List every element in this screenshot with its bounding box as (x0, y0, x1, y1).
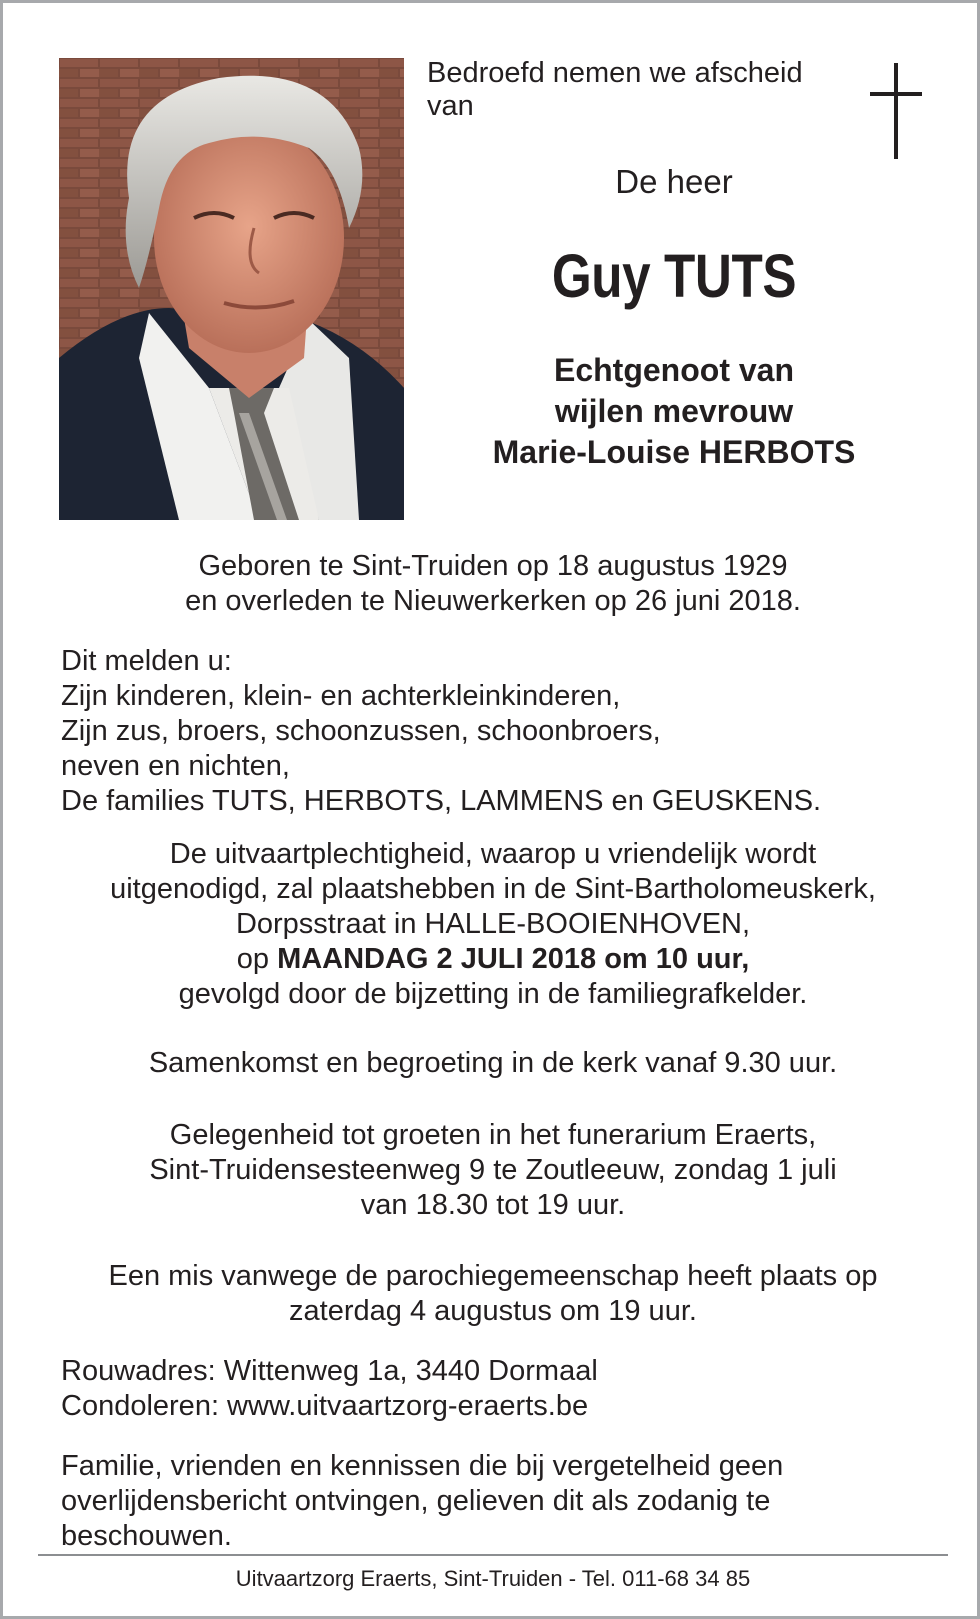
born-line-2: en overleden te Nieuwerkerken op 26 juni 2018. (185, 585, 801, 617)
greeting-line-3: van 18.30 tot 19 uur. (360, 1189, 626, 1221)
portrait-photo (59, 58, 404, 520)
announce-line: Zijn kinderen, klein- en achterkleinkinderen, (61, 680, 621, 712)
portrait-icon (59, 58, 404, 520)
cross-icon (866, 63, 926, 159)
announcers-list (61, 644, 941, 819)
deceased-name: Guy TUTS (551, 242, 797, 310)
spouse-line-1: Echtgenoot van (553, 352, 794, 388)
ceremony-line-4 (43, 942, 943, 977)
greeting-line-2: Sint-Truidensesteenweg 9 te Zoutleeuw, zondag 1 juli (149, 1154, 837, 1186)
greeting-line-1: Gelegenheid tot groeten in het funerarium Eraerts, (169, 1119, 817, 1151)
intro-line-1: Bedroefd nemen we afscheid (427, 57, 803, 89)
ceremony-date-prefix: op (236, 943, 278, 975)
spouse-line-2: wijlen mevrouw (554, 393, 794, 429)
funeral-ceremony-info (43, 837, 943, 1012)
notice-line-1: Familie, vrienden en kennissen die bij vergetelheid geen (61, 1450, 784, 1482)
announce-line: Dit melden u: (61, 645, 232, 677)
ceremony-date: MAANDAG 2 JULI 2018 om 10 uur, (277, 943, 750, 975)
notice-text (61, 1449, 941, 1554)
address-info (61, 1354, 941, 1424)
intro-text (427, 57, 857, 123)
ceremony-line-5: gevolgd door de bijzetting in de familiegrafkelder. (178, 978, 808, 1010)
honorific: De heer (615, 163, 733, 200)
birth-death-info (43, 549, 943, 619)
condolence-website: Condoleren: www.uitvaartzorg-eraerts.be (61, 1390, 589, 1422)
mass-info (43, 1259, 943, 1329)
funeral-home-footer: Uitvaartzorg Eraerts, Sint-Truiden - Tel. 011-68 34 85 (235, 1566, 751, 1591)
spouse-block (433, 350, 915, 473)
announce-line: De families TUTS, HERBOTS, LAMMENS en GEUSKENS. (61, 785, 822, 817)
mourning-address: Rouwadres: Wittenweg 1a, 3440 Dormaal (61, 1355, 598, 1387)
intro-line-2: van (427, 90, 474, 122)
announce-line: neven en nichten, (61, 750, 290, 782)
ceremony-line-3: Dorpsstraat in HALLE-BOOIENHOVEN, (235, 908, 751, 940)
announce-line: Zijn zus, broers, schoonzussen, schoonbroers, (61, 715, 661, 747)
greeting-info (43, 1118, 943, 1223)
mass-line-1: Een mis vanwege de parochiegemeenschap heeft plaats op (108, 1260, 878, 1292)
notice-line-2: overlijdensbericht ontvingen, gelieven dit als zodanig te (61, 1485, 771, 1517)
footer-divider (38, 1554, 948, 1556)
born-line-1: Geboren te Sint-Truiden op 18 augustus 1929 (198, 550, 788, 582)
ceremony-line-2: uitgenodigd, zal plaatshebben in de Sint-Bartholomeuskerk, (110, 873, 876, 905)
spouse-line-3: Marie-Louise HERBOTS (492, 434, 856, 470)
meeting-info: Samenkomst en begroeting in de kerk vanaf 9.30 uur. (148, 1047, 838, 1079)
notice-line-3: beschouwen. (61, 1520, 232, 1552)
mass-line-2: zaterdag 4 augustus om 19 uur. (289, 1295, 697, 1327)
ceremony-line-1: De uitvaartplechtigheid, waarop u vriendelijk wordt (169, 838, 817, 870)
